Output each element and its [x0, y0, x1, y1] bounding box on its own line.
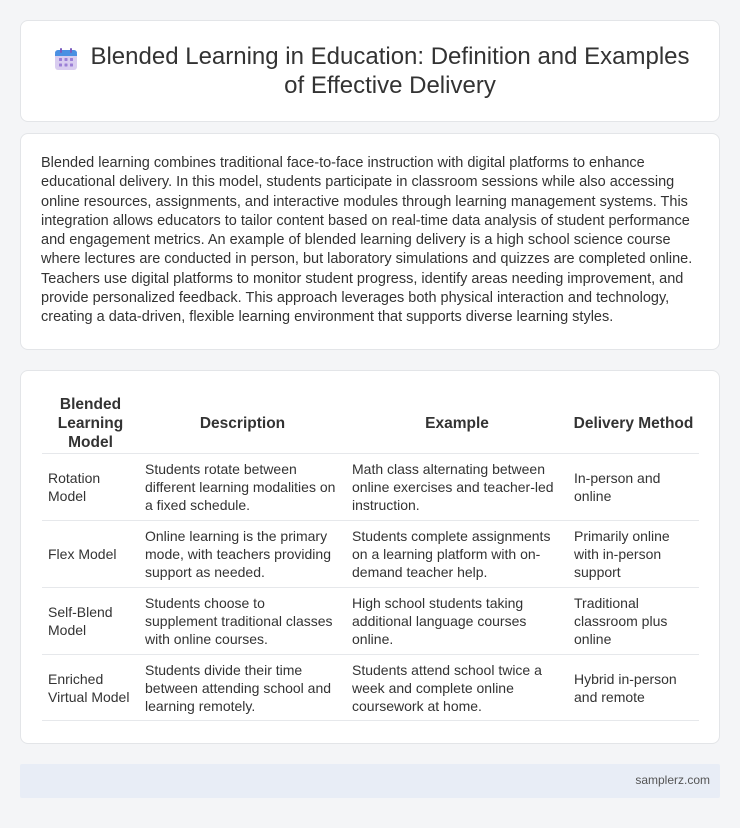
table-row: [42, 587, 699, 654]
cell-description: Students rotate between different learning modalities on a fixed schedule.: [139, 453, 346, 520]
header-description: Description: [199, 414, 286, 432]
header-card: [20, 20, 720, 122]
cell-model: Rotation Model: [42, 453, 139, 520]
table-row: [42, 520, 699, 587]
header-delivery-method: Delivery Method: [573, 414, 694, 432]
cell-delivery: In-person and online: [568, 453, 699, 520]
footer-site-link[interactable]: samplerz.com: [635, 773, 710, 787]
intro-paragraph: Blended learning combines traditional face-to-face instruction with digital platforms to enhance educational delivery. In this model, students participate in classroom sessions while also accessing online resources, assignments, and interactive modules through learning management systems. This integration allows educators to tailor content based on real-time data analysis of student performance and engagement metrics. An example of blended learning delivery is a high school science course where lectures are conducted in person, but laboratory simulations and quizzes are completed online. Teachers use digital platforms to monitor student progress, identify areas needing improvement, and provide personalized feedback. This approach leverages both physical interaction and technology, creating a data-driven, flexible learning environment that supports diverse learning styles.: [41, 155, 693, 326]
cell-model: Enriched Virtual Model: [42, 654, 139, 721]
cell-description: Students choose to supplement traditional classes with online courses.: [139, 587, 346, 654]
cell-description: Students divide their time between attending school and learning remotely.: [139, 654, 346, 721]
footer-bar: [20, 764, 720, 798]
cell-delivery: Primarily online with in-person support: [568, 520, 699, 587]
cell-delivery: Traditional classroom plus online: [568, 587, 699, 654]
cell-example: High school students taking additional language courses online.: [346, 587, 568, 654]
models-table: [42, 393, 699, 721]
cell-description: Online learning is the primary mode, with teachers providing support as needed.: [139, 520, 346, 587]
header-model: Blended Learning Model: [57, 395, 124, 451]
cell-example: Students complete assignments on a learning platform with on-demand teacher help.: [346, 520, 568, 587]
intro-card: [20, 133, 720, 350]
table-card: [20, 370, 720, 744]
header-example: Example: [425, 414, 489, 432]
table-header-row: [42, 393, 699, 453]
page-title: Blended Learning in Education: Definition and Examples of Effective Delivery: [90, 43, 690, 99]
cell-model: Flex Model: [42, 520, 139, 587]
cell-example: Students attend school twice a week and complete online coursework at home.: [346, 654, 568, 721]
cell-model: Self-Blend Model: [42, 587, 139, 654]
cell-example: Math class alternating between online exercises and teacher-led instruction.: [346, 453, 568, 520]
cell-delivery: Hybrid in-person and remote: [568, 654, 699, 721]
table-row: [42, 453, 699, 520]
table-row: [42, 654, 699, 721]
